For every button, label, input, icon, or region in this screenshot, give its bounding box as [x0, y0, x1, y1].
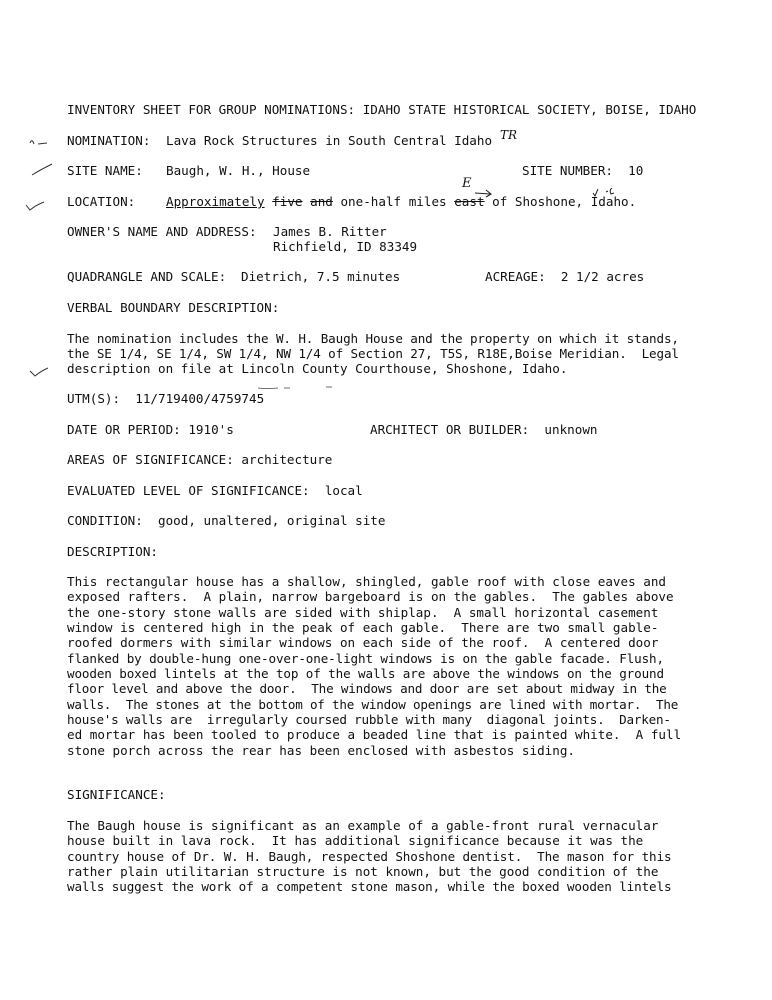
architect-field	[370, 423, 597, 437]
handwritten-underline	[256, 376, 336, 395]
significance-line: rather plain utilitarian structure is not known, but the good condition of the	[67, 864, 659, 879]
condition-row	[67, 514, 385, 528]
location-value	[166, 195, 636, 209]
site-name-value: Baugh, W. H., House	[166, 163, 311, 178]
site-number-label: SITE NUMBER:	[522, 163, 613, 178]
handwritten-tr: TR	[500, 128, 518, 142]
description-line: wooden boxed lintels at the top of the walls are above the windows on the ground	[67, 666, 664, 681]
date-row	[67, 423, 234, 437]
boundary-line-1: The nomination includes the W. H. Baugh House and the property on which it stands,	[67, 331, 679, 346]
description-line: window is centered high in the peak of each gable. There are two small gable-	[67, 620, 659, 635]
owner-label: OWNER'S NAME AND ADDRESS:	[67, 224, 257, 239]
significance-line: walls suggest the work of a competent stone mason, while the boxed wooden lintels	[67, 879, 672, 894]
description-line: house's walls are irregularly coursed rubble with many diagonal joints. Darken-	[67, 712, 671, 727]
margin-check-mark	[28, 134, 50, 153]
description-line: roofed dormers with similar windows on each side of the roof. A centered door	[67, 635, 659, 650]
boundary-line-3: description on file at Lincoln County Courthouse, Shoshone, Idaho.	[67, 361, 568, 376]
handwritten-check-mark	[592, 183, 620, 202]
location-struck-east: east	[454, 194, 485, 209]
site-name-row	[67, 164, 143, 178]
utm-value: 11/719400/4759745	[135, 391, 265, 406]
acreage-value: 2 1/2 acres	[560, 269, 645, 284]
condition-value: good, unaltered, original site	[158, 513, 386, 528]
level-label: EVALUATED LEVEL OF SIGNIFICANCE:	[67, 483, 310, 498]
description-line: the one-story stone walls are sided with shiplap. A small horizontal casement	[67, 605, 659, 620]
description-line: stone porch across the rear has been enclosed with asbestos siding.	[67, 743, 575, 758]
areas-value: architecture	[241, 452, 333, 467]
description-line: exposed rafters. A plain, narrow bargeboard is on the gables. The gables above	[67, 589, 674, 604]
boundary-label: VERBAL BOUNDARY DESCRIPTION:	[67, 300, 280, 315]
level-value: local	[324, 483, 363, 498]
boundary-line-2: the SE 1/4, SE 1/4, SW 1/4, NW 1/4 of Section 27, T5S, R18E,Boise Meridian. Legal	[67, 346, 679, 361]
areas-row	[67, 453, 332, 467]
nomination-row	[67, 134, 492, 148]
location-label: LOCATION:	[67, 194, 136, 209]
site-number-field	[522, 164, 643, 178]
location-rest: of Shoshone, Idaho.	[492, 194, 637, 209]
owner-address: Richfield, ID 83349	[273, 239, 418, 254]
architect-value: unknown	[544, 422, 598, 437]
significance-line: The Baugh house is significant as an example of a gable-front rural vernacular	[67, 818, 659, 833]
document-title: INVENTORY SHEET FOR GROUP NOMINATIONS: IDAHO STATE HISTORICAL SOCIETY, BOISE, IDAHO	[67, 102, 697, 117]
site-number-value: 10	[628, 163, 644, 178]
utm-label: UTM(S):	[67, 391, 121, 406]
significance-line: country house of Dr. W. H. Baugh, respected Shoshone dentist. The mason for this	[67, 849, 672, 864]
site-name-label: SITE NAME:	[67, 163, 143, 178]
description-line: walls. The stones at the bottom of the window openings are lined with mortar. The	[67, 697, 679, 712]
location-word-miles: one-half miles	[340, 194, 447, 209]
owner-name: James B. Ritter	[273, 224, 387, 239]
nomination-value: Lava Rock Structures in South Central Idaho	[166, 133, 493, 148]
significance-heading: SIGNIFICANCE:	[67, 787, 166, 802]
location-word-five: five	[272, 194, 303, 209]
location-word-and: and	[310, 194, 333, 209]
nomination-label: NOMINATION:	[67, 133, 151, 148]
location-word-approximately: Approximately	[166, 194, 265, 209]
areas-label: AREAS OF SIGNIFICANCE:	[67, 452, 234, 467]
description-heading: DESCRIPTION:	[67, 544, 158, 559]
description-line: ed mortar has been tooled to produce a beaded line that is painted white. A full	[67, 727, 682, 742]
description-line: flanked by double-hung one-over-one-light windows is on the gable facade. Flush,	[67, 651, 664, 666]
handwritten-e: E	[462, 176, 472, 191]
margin-check-mark	[30, 162, 54, 182]
significance-line: house built in lava rock. It has additional significance because it was the	[67, 833, 644, 848]
handwritten-arrow	[474, 183, 494, 202]
condition-label: CONDITION:	[67, 513, 143, 528]
quadrangle-value: Dietrich, 7.5 minutes	[241, 269, 401, 284]
date-label: DATE OR PERIOD:	[67, 422, 181, 437]
date-value: 1910's	[188, 422, 234, 437]
utm-row	[67, 392, 264, 406]
level-row	[67, 484, 363, 498]
acreage-field	[485, 270, 644, 284]
quadrangle-label: QUADRANGLE AND SCALE:	[67, 269, 227, 284]
margin-check-mark	[24, 198, 46, 217]
description-line: floor level and above the door. The windows and door are set about midway in the	[67, 681, 667, 696]
acreage-label: ACREAGE:	[485, 269, 546, 284]
description-line: This rectangular house has a shallow, shingled, gable roof with close eaves and	[67, 574, 666, 589]
architect-label: ARCHITECT OR BUILDER:	[370, 422, 530, 437]
margin-check-mark	[28, 364, 50, 383]
